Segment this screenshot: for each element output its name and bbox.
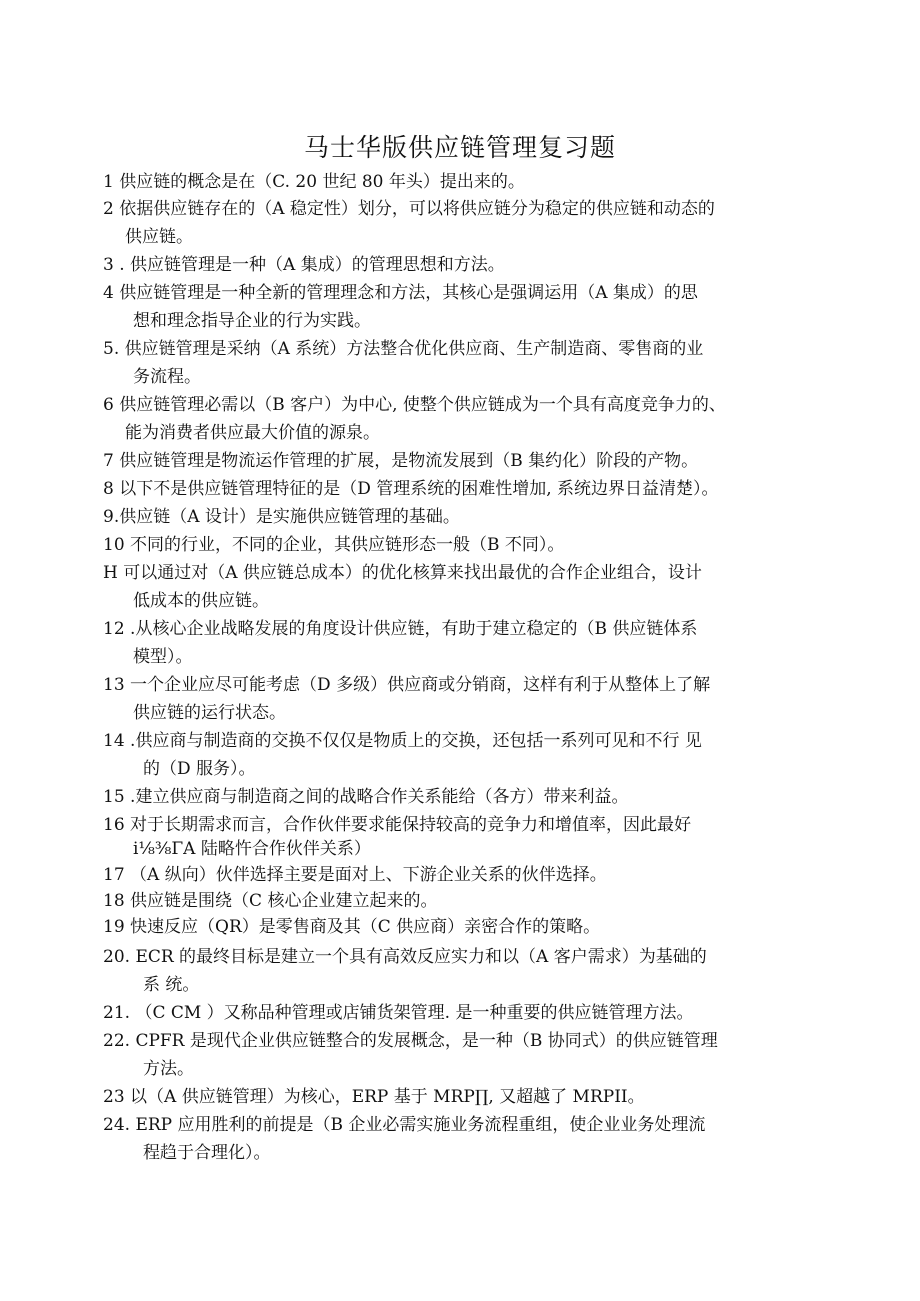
question-16-continuation: i⅛⅜ΓA 陆略忤合作伙伴关系） — [133, 839, 371, 859]
question-13: 13 一个企业应尽可能考虑（D 多级）供应商或分销商，这样有利于从整体上了解 — [103, 675, 711, 695]
page-title: 马士华版供应链管理复习题 — [303, 133, 616, 162]
question-1: 1 供应链的概念是在（C. 20 世纪 80 年头）提出来的。 — [103, 172, 525, 192]
question-18: 18 供应链是围绕（C 核心企业建立起来的。 — [103, 891, 438, 911]
question-6-continuation: 能为消费者供应最大价值的源泉。 — [125, 423, 380, 443]
question-24-continuation: 程趋于合理化）。 — [143, 1143, 271, 1163]
question-20-continuation: 系 统。 — [143, 975, 200, 995]
question-2: 2 依据供应链存在的（A 稳定性）划分，可以将供应链分为稳定的供应链和动态的 — [103, 199, 715, 219]
question-5: 5. 供应链管理是采纳（A 系统）方法整合优化供应商、生产制造商、零售商的业 — [103, 339, 704, 359]
question-5-continuation: 务流程。 — [133, 367, 201, 387]
question-4-continuation: 想和理念指导企业的行为实践。 — [133, 311, 371, 331]
question-2-continuation: 供应链。 — [125, 227, 193, 247]
question-14-continuation: 的（D 服务）。 — [143, 759, 256, 779]
question-9: 9.供应链（A 设计）是实施供应链管理的基础。 — [103, 507, 460, 527]
question-8: 8 以下不是供应链管理特征的是（D 管理系统的困难性增加, 系统边界日益清楚）。 — [103, 479, 719, 499]
question-6: 6 供应链管理必需以（B 客户）为中心, 使整个供应链成为一个具有高度竞争力的、 — [103, 395, 726, 415]
question-23: 23 以（A 供应链管理）为核心，ERP 基于 MRP∏, 又超越了 MRPII。 — [103, 1087, 645, 1107]
question-21: 21. （C CM ）又称品种管理或店铺货架管理. 是一种重要的供应链管理方法。 — [103, 1003, 694, 1023]
question-15: 15 .建立供应商与制造商之间的战略合作关系能给（各方）带来利益。 — [103, 787, 629, 807]
question-10: 10 不同的行业，不同的企业，其供应链形态一般（B 不同）。 — [103, 535, 565, 555]
question-12: 12 .从核心企业战略发展的角度设计供应链，有助于建立稳定的（B 供应链体系 — [103, 619, 698, 639]
question-17: 17 （A 纵向）伙伴选择主要是面对上、下游企业关系的伙伴选择。 — [103, 865, 607, 885]
question-22: 22. CPFR 是现代企业供应链整合的发展概念，是一种（B 协同式）的供应链管理 — [103, 1031, 718, 1051]
question-3: 3 . 供应链管理是一种（A 集成）的管理思想和方法。 — [103, 255, 505, 275]
question-24: 24. ERP 应用胜利的前提是（B 企业必需实施业务流程重组，使企业业务处理流 — [103, 1115, 706, 1135]
question-11: H 可以通过对（A 供应链总成本）的优化核算来找出最优的合作企业组合，设计 — [103, 563, 702, 583]
question-7: 7 供应链管理是物流运作管理的扩展，是物流发展到（B 集约化）阶段的产物。 — [103, 451, 699, 471]
question-11-continuation: 低成本的供应链。 — [133, 591, 269, 611]
question-12-continuation: 模型）。 — [133, 647, 193, 667]
question-22-continuation: 方法。 — [143, 1059, 194, 1079]
question-16: 16 对于长期需求而言，合作伙伴要求能保持较高的竞争力和增值率，因此最好 — [103, 815, 692, 835]
question-19: 19 快速反应（QR）是零售商及其（C 供应商）亲密合作的策略。 — [103, 917, 601, 937]
question-13-continuation: 供应链的运行状态。 — [133, 703, 286, 723]
question-14: 14 .供应商与制造商的交换不仅仅是物质上的交换，还包括一系列可见和不行 见 — [103, 731, 702, 751]
question-4: 4 供应链管理是一种全新的管理理念和方法，其核心是强调运用（A 集成）的思 — [103, 283, 698, 303]
question-20: 20. ECR 的最终目标是建立一个具有高效反应实力和以（A 客户需求）为基础的 — [103, 947, 707, 967]
